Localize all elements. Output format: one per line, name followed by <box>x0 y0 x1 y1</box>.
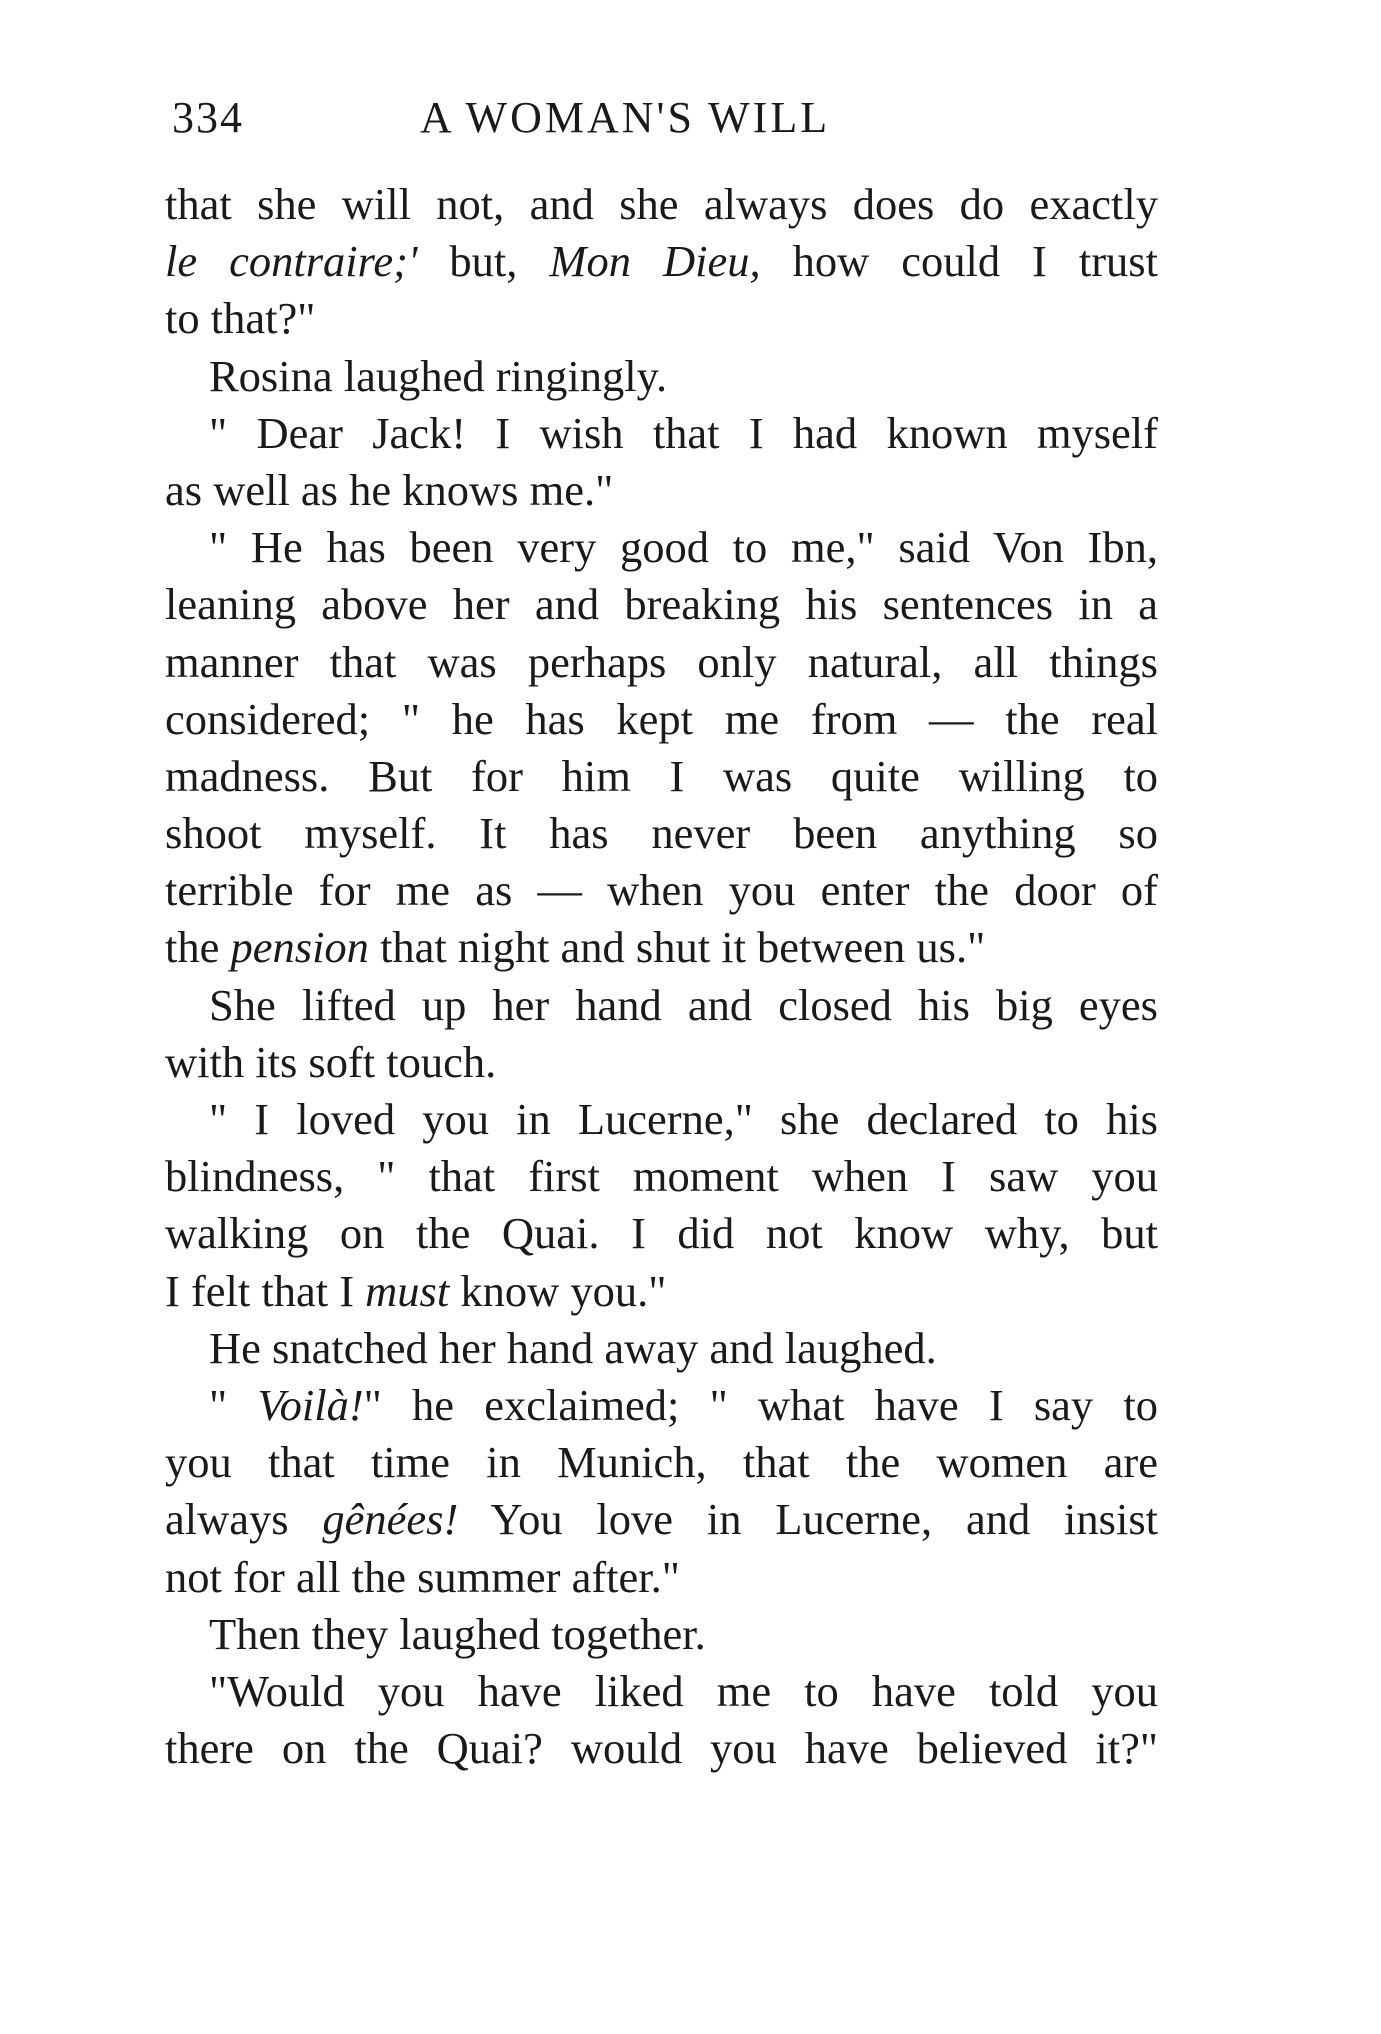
text-line: not for all the summer after." <box>165 1551 680 1602</box>
text-line: madness. But for him I was quite willing to <box>165 750 1158 801</box>
text-line: the pension that night and shut it between us." <box>165 922 986 973</box>
text-line: with its soft touch. <box>165 1036 497 1087</box>
text-line: as well as he knows me." <box>165 464 614 515</box>
text-line: Then they laughed together. <box>209 1608 706 1659</box>
text-line: " Dear Jack! I wish that I had known myself <box>209 407 1158 458</box>
text-line: always gênées! You love in Lucerne, and insist <box>165 1494 1158 1545</box>
italic-phrase: Mon Dieu, <box>549 236 761 287</box>
italic-phrase: pension <box>230 922 369 973</box>
text-line: " He has been very good to me," said Von Ibn, <box>209 522 1158 573</box>
italic-phrase: le contraire;' <box>165 236 450 287</box>
text-line: shoot myself. It has never been anything so <box>165 808 1158 859</box>
text-line: manner that was perhaps only natural, all things <box>165 636 1158 687</box>
text-line: there on the Quai? would you have believed it?" <box>165 1723 1158 1774</box>
text-line: I felt that I must know you." <box>165 1265 667 1316</box>
text-line: He snatched her hand away and laughed. <box>209 1322 937 1373</box>
text-line: le contraire;' but, Mon Dieu, how could I trust <box>165 236 1158 287</box>
italic-phrase: must <box>365 1265 450 1316</box>
text-line: Rosina laughed ringingly. <box>209 350 668 401</box>
text-line: She lifted up her hand and closed his big eyes <box>209 979 1158 1030</box>
text-line: "Would you have liked me to have told you <box>209 1665 1158 1716</box>
page-number: 334 <box>172 93 244 142</box>
text-line: leaning above her and breaking his sentences in a <box>165 579 1158 630</box>
text-line: to that?" <box>165 293 316 344</box>
text-line: walking on the Quai. I did not know why, but <box>165 1208 1158 1259</box>
italic-phrase: gênées! <box>322 1494 459 1545</box>
text-line: considered; " he has kept me from — the real <box>165 693 1158 744</box>
text-line: blindness, " that first moment when I saw you <box>165 1151 1158 1202</box>
text-line: terrible for me as — when you enter the door of <box>165 865 1158 916</box>
text-line: that she will not, and she always does do exactly <box>165 179 1158 229</box>
running-head <box>172 88 1172 148</box>
italic-phrase: Voilà! <box>257 1379 364 1430</box>
text-line: you that time in Munich, that the women are <box>165 1437 1158 1488</box>
text-line: " Voilà!" he exclaimed; " what have I say to <box>209 1379 1158 1430</box>
body-text <box>165 176 1158 1777</box>
book-title: A WOMAN'S WILL <box>420 93 831 142</box>
text-line: " I loved you in Lucerne," she declared to his <box>209 1094 1158 1144</box>
